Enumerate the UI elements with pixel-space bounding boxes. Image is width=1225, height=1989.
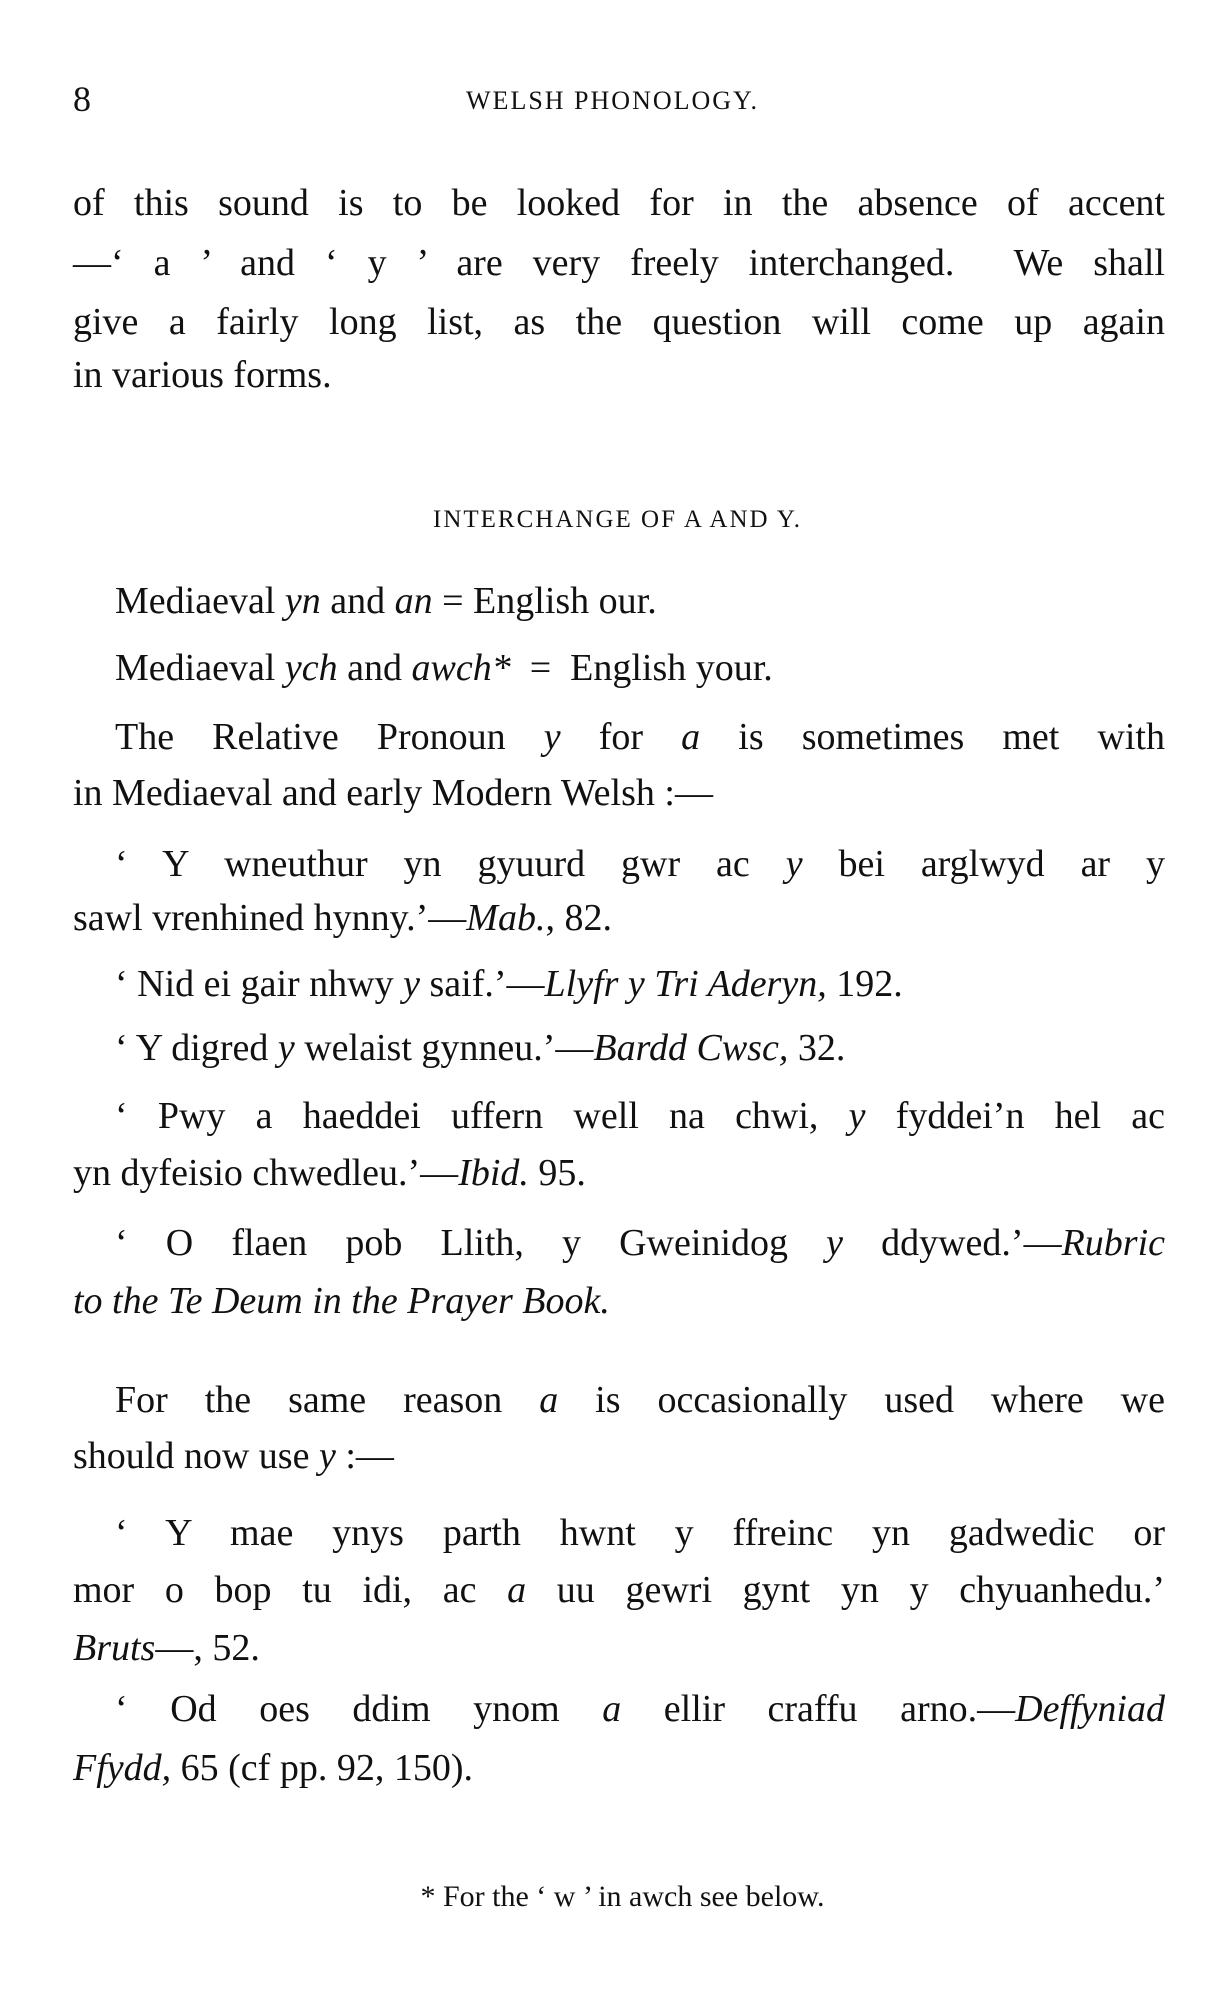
text-segment: bei arglwyd ar y <box>802 843 1165 885</box>
text-line <box>115 1377 1165 1423</box>
italic-text: y <box>826 1222 843 1264</box>
text-line <box>115 841 1165 887</box>
italic-text: awch* <box>411 647 511 689</box>
text-segment: 192. <box>826 963 903 1005</box>
text-line <box>73 1567 1165 1613</box>
text-segment: —, 52. <box>155 1627 260 1669</box>
italic-text: a <box>507 1569 527 1611</box>
text-line <box>73 299 1165 345</box>
running-title: WELSH PHONOLOGY. <box>466 86 759 115</box>
text-line <box>73 1625 260 1671</box>
italic-text: Ibid. <box>458 1152 529 1194</box>
italic-text: Rubric <box>1061 1222 1165 1264</box>
text-segment: , 82. <box>545 897 612 939</box>
text-segment: ‘ Y wneuthur yn gyuurd gwr ac <box>115 843 786 885</box>
text-line <box>115 1686 1165 1732</box>
text-segment: is sometimes met with <box>700 716 1165 758</box>
text-segment: 32. <box>788 1027 846 1069</box>
text-segment: welaist gynneu.’— <box>294 1027 594 1069</box>
text-segment: and <box>320 580 395 622</box>
italic-text: a <box>539 1379 559 1421</box>
text-line <box>73 352 332 398</box>
text-segment: = English our. <box>432 580 657 622</box>
text-segment: The Relative Pronoun <box>115 716 544 758</box>
italic-text: Ffydd, <box>73 1747 172 1789</box>
text-line <box>115 1510 1165 1556</box>
italic-text: y <box>543 716 561 758</box>
text-segment: ellir craffu arno.— <box>621 1688 1016 1730</box>
text-segment: for <box>560 716 682 758</box>
text-segment: ‘ Y digred <box>115 1027 278 1069</box>
text-segment: is occasionally used where we <box>558 1379 1165 1421</box>
text-segment: ‘ Od oes ddim ynom <box>115 1688 603 1730</box>
text-line <box>73 240 1165 286</box>
text-segment: 65 (cf pp. 92, 150). <box>171 1747 473 1789</box>
italic-text: y <box>785 843 803 885</box>
text-segment: in Mediaeval and early Modern Welsh :— <box>73 772 713 814</box>
text-segment: 95. <box>528 1152 586 1194</box>
text-segment: sawl vrenhined hynny.’— <box>73 897 467 939</box>
italic-text: a <box>602 1688 622 1730</box>
text-segment: and <box>337 647 412 689</box>
italic-text: Bardd Cwsc, <box>593 1027 789 1069</box>
italic-text: Mab. <box>466 897 546 939</box>
italic-text: Llyfr y Tri Aderyn, <box>544 963 827 1005</box>
text-line <box>115 578 657 624</box>
italic-text: yn <box>284 580 321 622</box>
text-line <box>115 961 903 1007</box>
text-line <box>73 895 612 941</box>
italic-text: a <box>681 716 701 758</box>
italic-text: y <box>848 1095 866 1137</box>
italic-text: Deffyniad <box>1015 1688 1165 1730</box>
italic-text: y <box>403 963 420 1005</box>
text-segment: of this sound is to be looked for in the absence of accent <box>73 182 1165 224</box>
text-segment: ‘ Y mae ynys parth hwnt y ffreinc yn gadwedic or <box>115 1512 1165 1554</box>
italic-text: y <box>318 1435 336 1477</box>
text-segment: Mediaeval <box>115 647 285 689</box>
text-line <box>73 180 1165 226</box>
text-line <box>115 1025 845 1071</box>
italic-text: Bruts <box>73 1627 156 1669</box>
text-line <box>115 1220 1165 1266</box>
text-segment: :— <box>335 1435 394 1477</box>
text-segment: ‘ Nid ei gair nhwy <box>115 963 404 1005</box>
text-segment: Mediaeval <box>115 580 285 622</box>
italic-text: ych <box>284 647 338 689</box>
text-segment: —‘ a ’ and ‘ y ’ are very freely interchanged. We shall <box>73 242 1165 284</box>
section-heading: INTERCHANGE OF A AND Y. <box>433 506 802 533</box>
text-segment: mor o bop tu idi, ac <box>73 1569 508 1611</box>
text-segment: in various forms. <box>73 354 332 396</box>
text-segment: For the same reason <box>115 1379 540 1421</box>
text-line <box>73 1278 610 1324</box>
page-number: 8 <box>73 79 91 119</box>
text-segment: give a fairly long list, as the question will come up again <box>73 301 1165 343</box>
text-segment: ‘ Pwy a haeddei uffern well na chwi, <box>115 1095 849 1137</box>
italic-text: an <box>394 580 433 622</box>
text-segment: ‘ O flaen pob Llith, y Gweinidog <box>115 1222 827 1264</box>
italic-text: to the Te Deum in the Prayer Book. <box>73 1280 610 1322</box>
text-line <box>73 1150 586 1196</box>
italic-text: y <box>277 1027 295 1069</box>
text-line <box>73 770 713 816</box>
text-segment: fyddei’n hel ac <box>865 1095 1165 1137</box>
text-line <box>115 1093 1165 1139</box>
text-line <box>115 714 1165 760</box>
footnote: * For the ‘ w ’ in awch see below. <box>420 1880 825 1913</box>
text-segment: yn dyfeisio chwedleu.’— <box>73 1152 459 1194</box>
text-line <box>115 645 773 691</box>
text-line <box>73 1433 394 1479</box>
text-segment: ddywed.’— <box>842 1222 1062 1264</box>
text-segment: = English your. <box>510 647 773 689</box>
text-line <box>73 1745 473 1791</box>
text-segment: uu gewri gynt yn y chyuanhedu.’ <box>526 1569 1165 1611</box>
text-segment: should now use <box>73 1435 319 1477</box>
text-segment: saif.’— <box>419 963 545 1005</box>
